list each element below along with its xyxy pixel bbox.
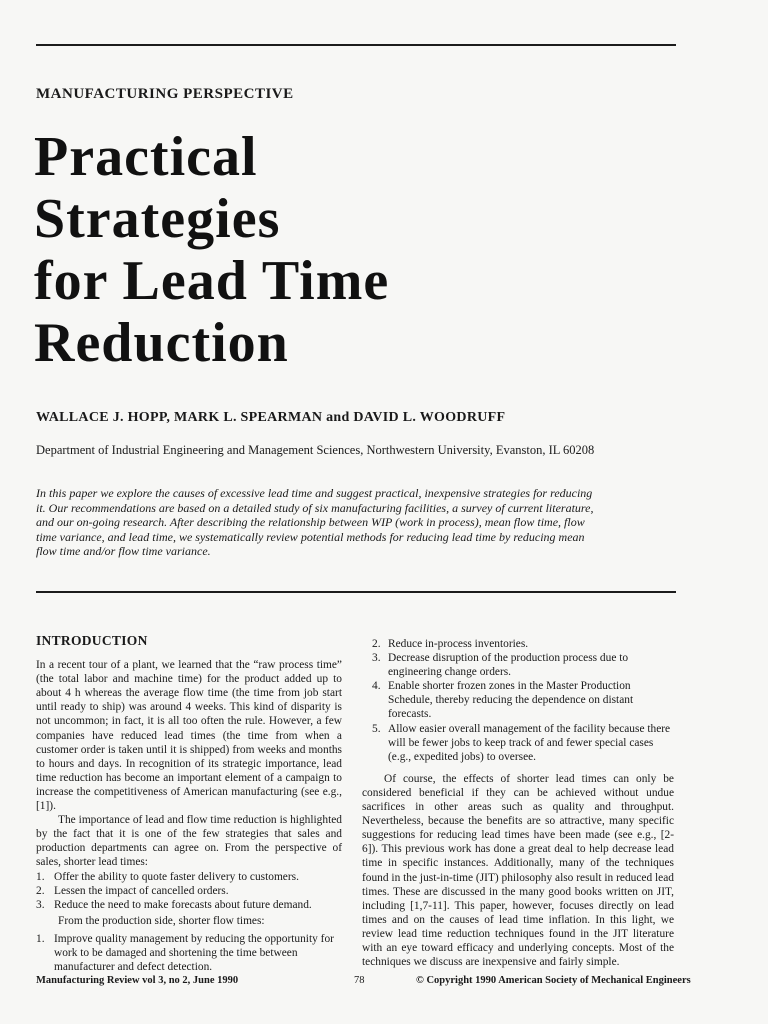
left-column xyxy=(36,634,342,974)
list-number: 1. xyxy=(36,870,45,883)
list-number: 2. xyxy=(372,638,381,650)
list-text: Reduce the need to make forecasts about future demand. xyxy=(54,898,312,911)
list-text: Lessen the impact of cancelled orders. xyxy=(54,884,229,897)
category-label: MANUFACTURING PERSPECTIVE xyxy=(36,86,294,102)
production-benefits-list-continued xyxy=(362,637,674,764)
paragraph: The importance of lead and flow time reduction is highlighted by the fact that it is one of the few strategies that sales and production departments can agree on. From the perspective of sales, shorter lead times: xyxy=(36,814,342,869)
paragraph: In a recent tour of a plant, we learned that the “raw process time” (the total labor and machine time) for the product added up to about 4 h whereas the average flow time (the time from job start until ready to ship) was around 4 weeks. This kind of disparity is not uncommon; in fact, it is all too often the rule. However, a few companies have reduced lead times (the time from when a customer order is taken until it is shipped) from weeks and months to hours and days. In recognition of its strategic importance, lead time reduction has become an important element of a campaign to increase the competitiveness of American manufacturing (see e.g., [1]). xyxy=(36,659,342,813)
article-title xyxy=(34,126,674,374)
abstract: In this paper we explore the causes of excessive lead time and suggest practical, inexpensive strategies for reducing it. Our recommendations are based on a detailed study of six manufacturing facilities, a survey of current literature, and our on-going research. After describing the relationship between WIP (work in process), mean flow time, flow time variance, and lead time, we systematically review potential methods for reducing lead time by reducing mean flow time and/or flow time variance. xyxy=(36,486,594,558)
list-item xyxy=(36,884,342,898)
list-item xyxy=(36,932,342,974)
journal-citation: Manufacturing Review vol 3, no 2, June 1990 xyxy=(36,975,239,986)
list-text: Enable shorter frozen zones in the Master Production Schedule, thereby reducing the dependence on distant forecasts. xyxy=(388,680,634,721)
list-number: 3. xyxy=(372,652,381,665)
spacer xyxy=(362,764,674,772)
list-item xyxy=(362,637,674,651)
right-column xyxy=(362,637,674,969)
list-text: Reduce in-process inventories. xyxy=(388,638,529,650)
section-heading: INTRODUCTION xyxy=(36,633,148,648)
list-text: Decrease disruption of the production process due to engineering change orders. xyxy=(388,652,629,679)
list-item xyxy=(362,651,674,679)
title-line: for Lead Time xyxy=(34,250,390,312)
sales-benefits-list xyxy=(36,870,342,912)
list-item xyxy=(362,679,674,721)
list-number: 5. xyxy=(372,722,381,735)
paragraph: Of course, the effects of shorter lead times can only be considered beneficial if they can be achieved without undue sacrifices in other areas such as quality and throughput. Nevertheless, because the benefits are so attractive, many specific suggestions for reducing lead times have been made (see e.g., [2-6]). This previous work has done a great deal to help decrease lead time in specific instances. Additionally, many of the techniques found in the just-in-time (JIT) philosophy also result in reduced lead times. These are discussed in the many good books written on JIT, including [1,7-11]. This paper, however, focuses directly on lead times and on the causes of lead time inflation. In this light, we review lead time reduction techniques found in the JIT literature with an eye toward efficacy and underlying concepts. Most of the techniques we discuss are inexpensive and fairly simple. xyxy=(362,772,674,969)
affiliation: Department of Industrial Engineering and Management Sciences, Northwestern University, Evanston, IL 60208 xyxy=(36,443,595,457)
list-item xyxy=(362,722,674,764)
paragraph: From the production side, shorter flow times: xyxy=(58,914,265,927)
list-text: Offer the ability to quote faster delivery to customers. xyxy=(54,870,299,883)
page-number: 78 xyxy=(354,975,365,986)
list-number: 2. xyxy=(36,884,45,897)
list-item xyxy=(36,870,342,884)
section-rule xyxy=(36,591,676,593)
top-rule xyxy=(36,44,676,46)
list-item xyxy=(36,898,342,912)
list-number: 4. xyxy=(372,680,381,693)
list-number: 1. xyxy=(36,932,45,945)
authors: WALLACE J. HOPP, MARK L. SPEARMAN and DAVID L. WOODRUFF xyxy=(36,410,506,425)
list-number: 3. xyxy=(36,898,45,911)
title-line: Strategies xyxy=(34,188,281,250)
title-line: Reduction xyxy=(34,312,289,374)
copyright-notice: © Copyright 1990 American Society of Mechanical Engineers xyxy=(416,975,691,986)
title-line: Practical xyxy=(34,126,258,188)
production-benefits-list xyxy=(36,932,342,974)
list-text: Improve quality management by reducing the opportunity for work to be damaged and shortening the time between manufacturer and defect detection. xyxy=(54,932,334,974)
list-text: Allow easier overall management of the facility because there will be fewer jobs to keep track of and fewer special cases (e.g., expedited jobs) to oversee. xyxy=(388,722,671,763)
